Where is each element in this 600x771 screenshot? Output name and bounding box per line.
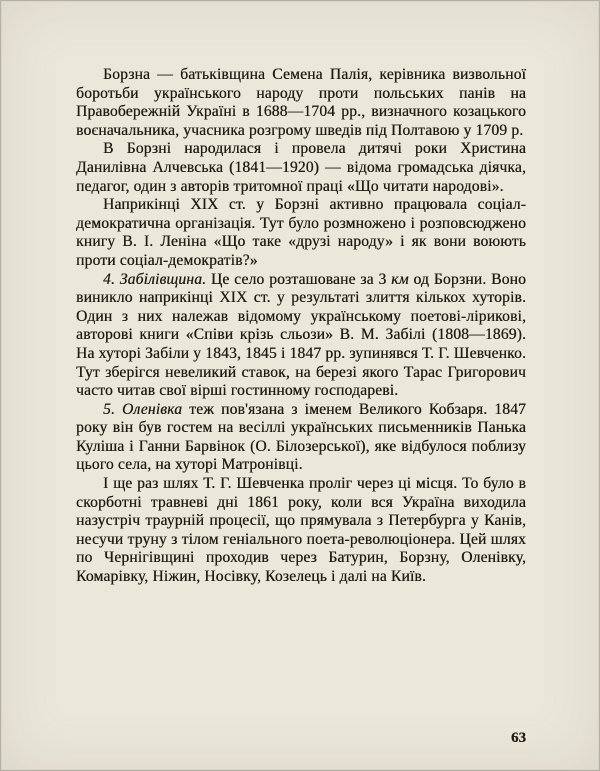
paragraph [76, 140, 526, 196]
paragraph [76, 475, 526, 587]
paragraph-text: В Борзні народилася і провела дитячі роки Христина Данилівна Алчевська (1841—1920) — відома громадська діячка, педагог, один з авторів тритомної праці «Що читати народові». [76, 140, 526, 195]
paragraph [76, 271, 526, 401]
paragraph-text: Наприкінці XIX ст. у Борзні активно працювала соціал-демократична організація. Тут було розмножено і розповсюджено книгу В. І. Леніна «Що таке «друзі народу» і як вони воюють проти соціал-демократів?» [76, 196, 526, 269]
page-text-block [76, 66, 526, 587]
paragraph-text: І ще раз шлях Т. Г. Шевченка проліг через ці місця. То було в скорботні травневі дні 1861 року, коли вся Україна виходила назустріч траурній процесії, що прямувала з Петербурга у Канів, несучи труну з тілом геніального поета-революціонера. Цей шлях по Чернігівщині проходив через Батурин, Борзну, Оленівку, Комарівку, Ніжин, Носівку, Козелець і далі на Київ. [76, 475, 526, 586]
unit-abbreviation-italic: км [391, 270, 409, 288]
paragraph-text: од Борзни. Воно виникло наприкінці XIX ст. у результаті злиття кількох хуторів. Один з них належав відомому українському поетові-лірикові, авторові книги «Співи крізь сльози» В. М. Забілі (1808—1869). На хуторі Забіли у 1843, 1845 і 1847 рр. зупинявся Т. Г. Шевченко. Тут зберігся невеликий ставок, на березі якого Тарас Григорович часто читав свої вірші гостинному господареві. [76, 270, 526, 400]
paragraph [76, 401, 526, 475]
paragraph-text: Це село розташоване за 3 [206, 270, 392, 288]
paragraph-lead-italic: 4. Забілівщина. [103, 270, 207, 288]
paragraph [76, 66, 526, 140]
paragraph [76, 196, 526, 270]
paragraph-lead-italic: 5. Оленівка [103, 400, 183, 418]
paragraph-text: теж пов'язана з іменем Великого Кобзаря. 1847 року він був гостем на весіллі українських письменників Панька Куліша і Ганни Барвінок (О. Білозерської), яке відбулося поблизу цього села, на хуторі Матронівці. [76, 400, 527, 474]
page-number: 63 [511, 730, 526, 746]
paragraph-text: Борзна — батьківщина Семена Палія, керівника визвольної боротьби українського народу проти польських панів на Правобережній Україні в 1688—1704 рр., визначного козацького воєначальника, учасника розгрому шведів під Полтавою у 1709 р. [76, 66, 526, 139]
